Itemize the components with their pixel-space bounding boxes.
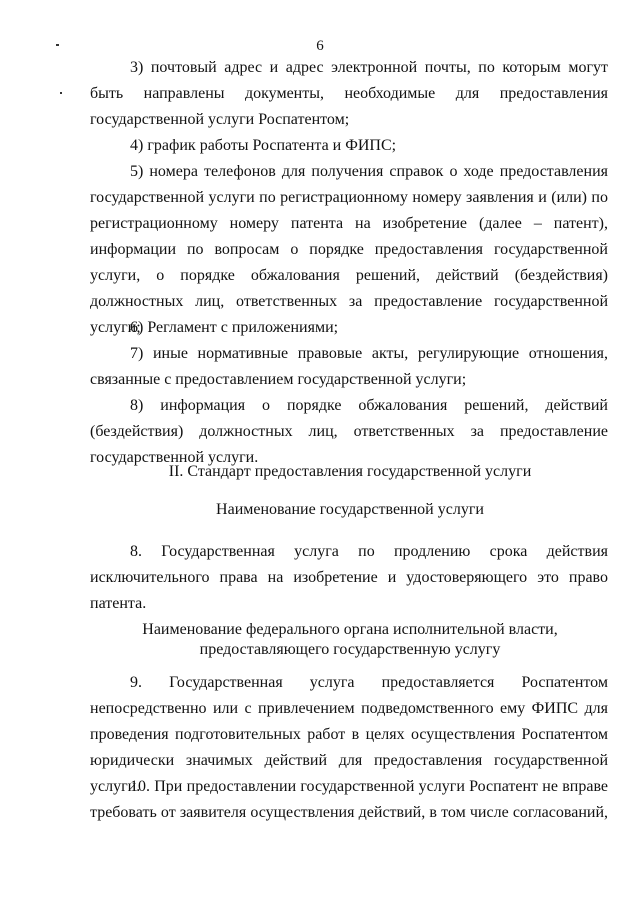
subheading-authority-line2: предоставляющего государственную услугу — [199, 641, 501, 658]
paragraph-8: 8. Государственная услуга по продлению срока действия исключительного права на изобретение и удостоверяющего это право патента. — [90, 543, 608, 612]
list-item-6: 6) Регламент с приложениями; — [130, 319, 339, 336]
subheading-service-name: Наименование государственной услуги — [216, 501, 484, 518]
paragraph-9: 9. Государственная услуга предоставляется Роспатентом непосредственно или с привлечением подведомственного ему ФИПС для проведения подготовительных работ в целях осуществления Роспатентом юридически значимых действий для предоставления государственной услуги. — [90, 674, 608, 795]
section-heading: II. Стандарт предоставления государственной услуги — [168, 463, 532, 480]
list-item-4: 4) график работы Роспатента и ФИПС; — [130, 137, 397, 154]
paragraph-10: 10. При предоставлении государственной услуги Роспатент не вправе требовать от заявителя осуществления действий, в том числе согласований, — [90, 778, 608, 821]
scan-speck — [60, 92, 62, 94]
list-item-7: 7) иные нормативные правовые акты, регулирующие отношения, связанные с предоставлением государственной услуги; — [90, 345, 608, 388]
list-item-3: 3) почтовый адрес и адрес электронной почты, по которым могут быть направлены документы, необходимые для предоставления государственной услуги Роспатентом; — [90, 59, 608, 128]
list-item-8: 8) информация о порядке обжалования решений, действий (бездействия) должностных лиц, ответственных за предоставление государственной услуги. — [90, 397, 608, 466]
subheading-authority-line1: Наименование федерального органа исполнительной власти, — [142, 621, 558, 638]
list-item-5: 5) номера телефонов для получения справок о ходе предоставления государственной услуги по регистрационному номеру заявления и (или) по регистрационному номеру патента на изобретение (далее – патент), информации по вопросам о порядке предоставления государственной услуги, о порядке обжалования решений, действий (бездействия) должностных лиц, ответственных за предоставление государственной услуги; — [90, 163, 608, 336]
page-number: 6 — [316, 38, 324, 54]
